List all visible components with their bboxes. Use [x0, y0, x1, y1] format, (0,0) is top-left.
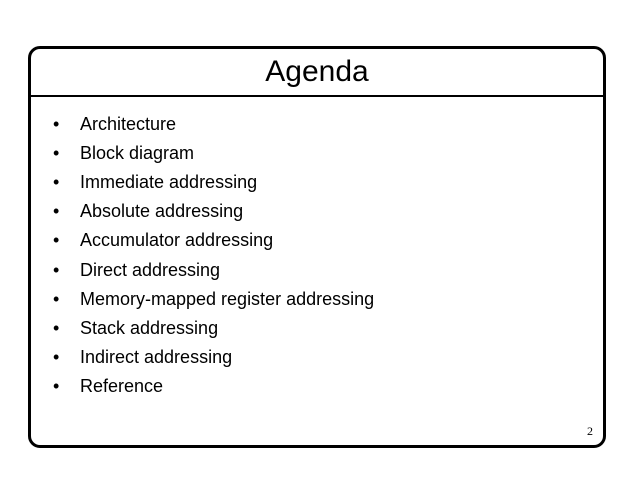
slide-title: Agenda	[265, 55, 369, 88]
bullet-icon: •	[53, 317, 60, 338]
agenda-item-direct-addressing	[53, 255, 374, 284]
agenda-item-indirect-addressing	[53, 343, 374, 372]
agenda-item-reference	[53, 372, 374, 401]
bullet-icon: •	[53, 347, 60, 368]
agenda-item-text: Reference	[80, 376, 164, 397]
bullet-icon: •	[53, 171, 60, 192]
agenda-item-text: Architecture	[80, 113, 177, 134]
page-number: 2	[587, 424, 593, 438]
slide-frame	[28, 46, 606, 448]
agenda-item-text: Immediate addressing	[80, 171, 258, 192]
agenda-item-text: Block diagram	[80, 142, 195, 163]
agenda-item-text: Direct addressing	[80, 259, 221, 280]
bullet-icon: •	[53, 230, 60, 251]
agenda-item-block-diagram	[53, 138, 374, 167]
agenda-item-absolute-addressing	[53, 197, 374, 226]
agenda-item-accumulator-addressing	[53, 226, 374, 255]
agenda-item-stack-addressing	[53, 313, 374, 342]
bullet-icon: •	[53, 142, 60, 163]
bullet-icon: •	[53, 113, 60, 134]
agenda-item-text: Accumulator addressing	[80, 230, 274, 251]
bullet-icon: •	[53, 288, 60, 309]
title-bar	[31, 49, 603, 97]
bullet-icon: •	[53, 201, 60, 222]
agenda-list	[53, 109, 374, 401]
agenda-item-text: Indirect addressing	[80, 347, 233, 368]
agenda-item-text: Absolute addressing	[80, 201, 244, 222]
agenda-item-immediate-addressing	[53, 167, 374, 196]
agenda-item-text: Memory-mapped register addressing	[80, 288, 375, 309]
agenda-item-memory-mapped-register-addressing	[53, 284, 374, 313]
agenda-item-text: Stack addressing	[80, 317, 219, 338]
bullet-icon: •	[53, 376, 60, 397]
agenda-item-architecture	[53, 109, 374, 138]
bullet-icon: •	[53, 259, 60, 280]
